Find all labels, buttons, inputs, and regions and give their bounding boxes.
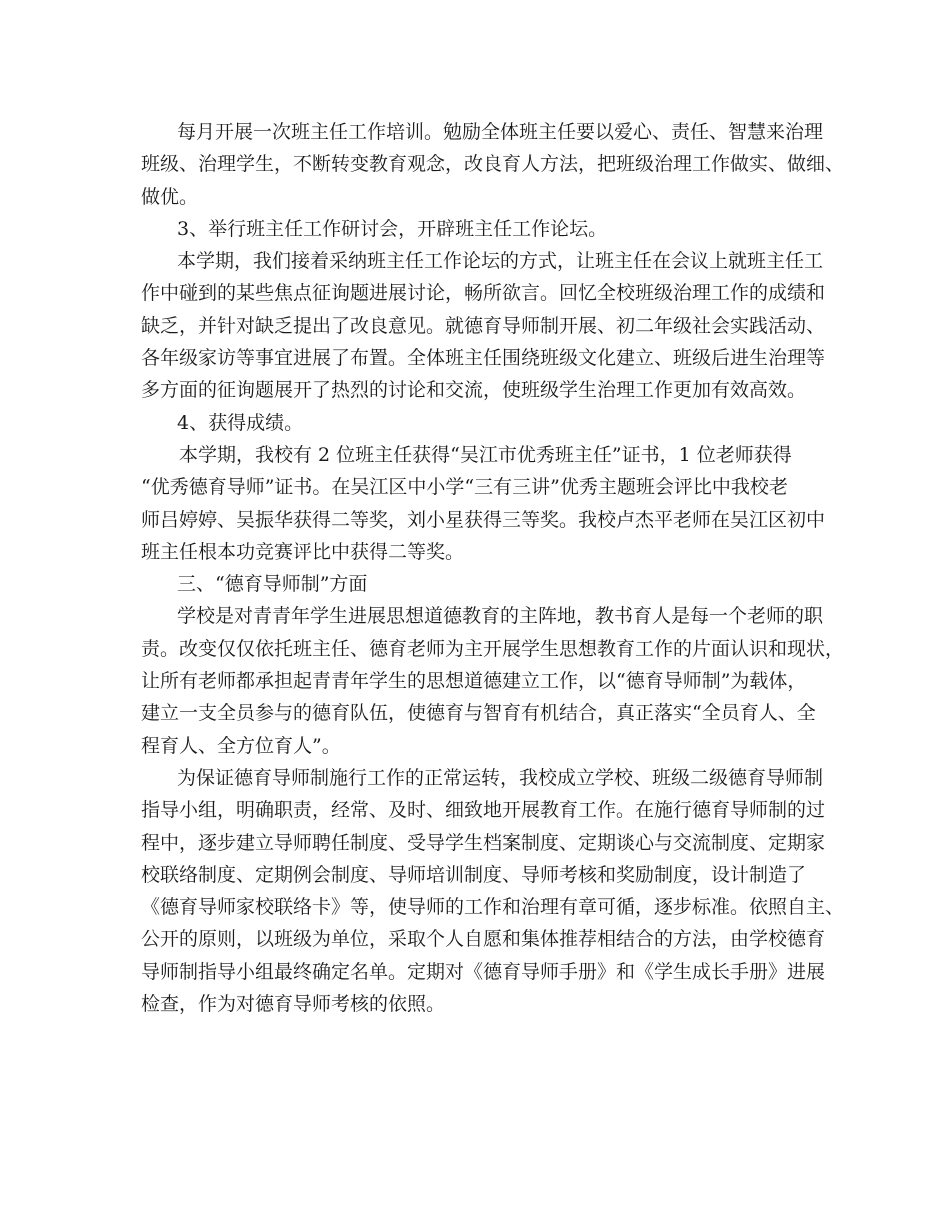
section-heading: 4、获得成绩。: [177, 411, 304, 434]
text-line: 建立一支全员参与的德育队伍，使德育与智育有机结合，真正落实“全员育人、全: [141, 702, 816, 725]
text-line: “优秀德育导师”证书。在吴江区中小学“三有三讲”优秀主题班会评比中我校老: [141, 476, 788, 499]
text-line: 班级、治理学生，不断转变教育观念，改良育人方法，把班级治理工作做实、做细、: [141, 153, 845, 176]
text-line: 每月开展一次班主任工作培训。勉励全体班主任要以爱心、责任、智慧来治理: [177, 121, 824, 143]
text-line: 作中碰到的某些焦点征询题进展讨论，畅所欲言。回忆全校班级治理工作的成绩和: [141, 282, 826, 305]
text-line: 指导小组，明确职责，经常、及时、细致地开展教育工作。在施行德育导师制的过: [141, 799, 826, 822]
text-line: 程中，逐步建立导师聘任制度、受导学生档案制度、定期谈心与交流制度、定期家: [141, 831, 826, 854]
text-line: 导师制指导小组最终确定名单。定期对《德育导师手册》和《学生成长手册》进展: [141, 960, 826, 983]
text-line: 多方面的征询题展开了热烈的讨论和交流，使班级学生治理工作更加有效高效。: [141, 379, 807, 402]
text-line: 班主任根本功竞赛评比中获得二等奖。: [141, 540, 465, 563]
section-heading: 三、“德育导师制”方面: [177, 573, 368, 596]
text-line: 让所有老师都承担起青青年学生的思想道德建立工作，以“德育导师制”为载体，: [141, 670, 807, 693]
text-line: 各年级家访等事宜进展了布置。全体班主任围绕班级文化建立、班级后进生治理等: [141, 347, 826, 370]
text-line: 检查，作为对德育导师考核的依照。: [141, 993, 446, 1016]
document-body: [141, 116, 845, 1020]
text-line: 师吕婷婷、吴振华获得二等奖，刘小星获得三等奖。我校卢杰平老师在吴江区初中: [141, 508, 826, 531]
text-line: 公开的原则，以班级为单位，采取个人自愿和集体推荐相结合的方法，由学校德育: [141, 928, 826, 951]
text-line: 为保证德育导师制施行工作的正常运转，我校成立学校、班级二级德育导师制: [177, 766, 824, 789]
text-line: 责。改变仅仅依托班主任、德育老师为主开展学生思想教育工作的片面认识和现状，: [141, 637, 845, 660]
text-line: 学校是对青青年学生进展思想道德教育的主阵地，教书育人是每一个老师的职: [177, 605, 824, 628]
text-line: 校联络制度、定期例会制度、导师培训制度、导师考核和奖励制度，设计制造了: [141, 863, 807, 886]
section-heading: 3、举行班主任工作研讨会，开辟班主任工作论坛。: [177, 217, 608, 240]
text-line: 程育人、全方位育人”。: [141, 734, 341, 757]
text-line: 做优。: [141, 185, 199, 208]
text-line: 本学期，我校有 2 位班主任获得“吴江市优秀班主任”证书，1 位老师获得: [179, 443, 792, 466]
text-line: 《德育导师家校联络卡》等，使导师的工作和治理有章可循，逐步标准。依照自主、: [141, 896, 845, 919]
text-line: 缺乏，并针对缺乏提出了改良意见。就德育导师制开展、初二年级社会实践活动、: [141, 314, 826, 337]
text-line: 本学期，我们接着采纳班主任工作论坛的方式，让班主任在会议上就班主任工: [177, 250, 824, 273]
